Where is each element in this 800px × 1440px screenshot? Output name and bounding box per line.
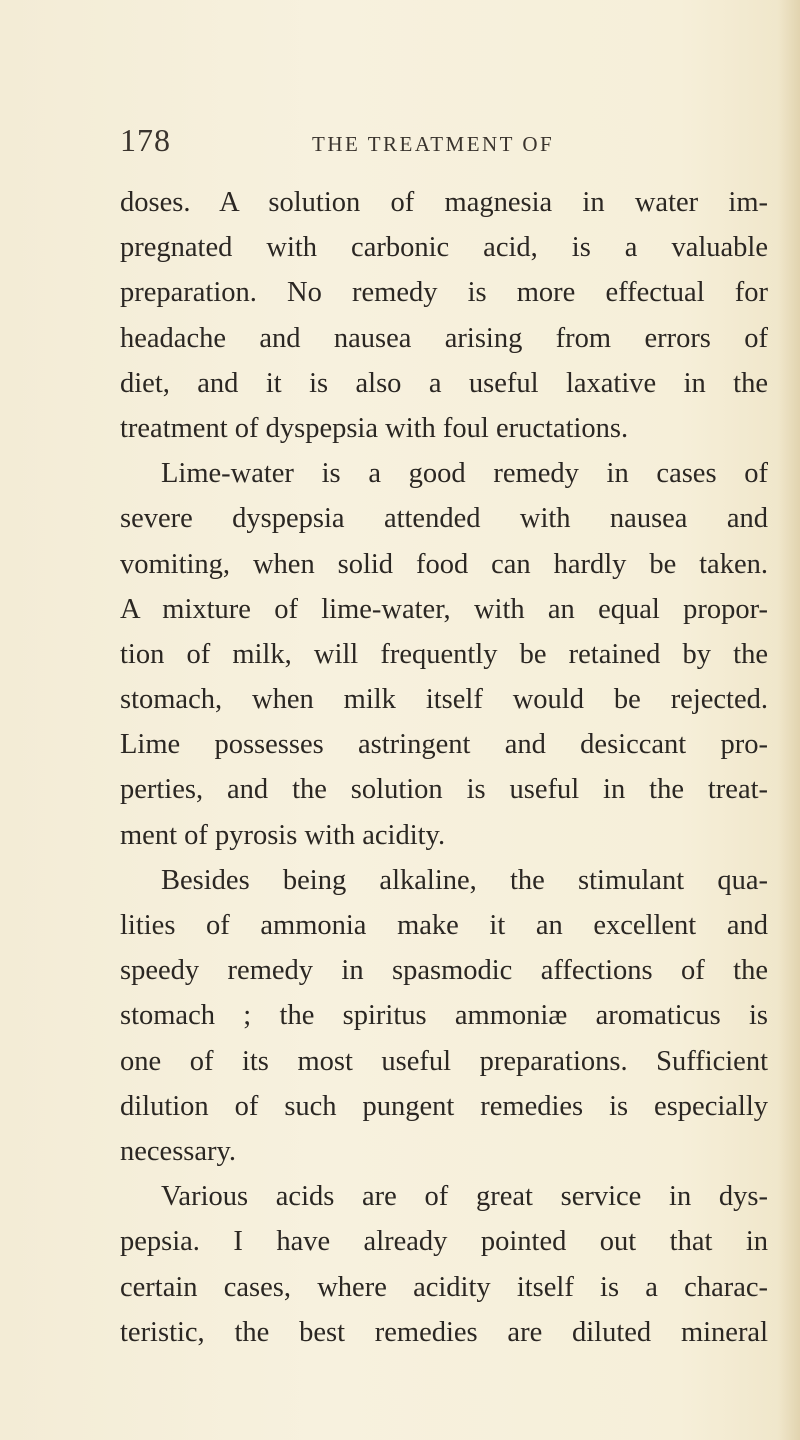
text-line: tion of milk, will frequently be retained by the xyxy=(120,638,768,670)
text-line: severe dyspepsia attended with nausea and xyxy=(120,503,768,535)
text-line: Lime possesses astringent and desiccant pro- xyxy=(120,729,768,761)
text-line: perties, and the solution is useful in the treat- xyxy=(120,774,768,806)
text-line: teristic, the best remedies are diluted mineral xyxy=(120,1316,768,1348)
text-line: ment of pyrosis with acidity. xyxy=(120,819,446,851)
text-line: preparation. No remedy is more effectual for xyxy=(120,277,768,309)
text-line: stomach ; the spiritus ammoniæ aromaticus is xyxy=(120,1000,768,1032)
page-edge-shadow xyxy=(778,0,800,1440)
page-header xyxy=(120,122,680,162)
text-line: treatment of dyspepsia with foul eructations. xyxy=(120,412,629,444)
text-line: one of its most useful preparations. Sufficient xyxy=(120,1045,768,1077)
text-line: A mixture of lime-water, with an equal propor- xyxy=(120,593,768,625)
text-line: pregnated with carbonic acid, is a valuable xyxy=(120,232,768,264)
text-line: dilution of such pungent remedies is especially xyxy=(120,1090,768,1122)
running-head: THE TREATMENT OF xyxy=(312,132,555,156)
text-line: stomach, when milk itself would be rejected. xyxy=(120,684,768,716)
body-text xyxy=(120,180,768,1355)
text-line: doses. A solution of magnesia in water im- xyxy=(120,187,768,218)
text-line: lities of ammonia make it an excellent and xyxy=(120,910,768,941)
text-line: speedy remedy in spasmodic affections of the xyxy=(120,955,768,987)
text-line: Besides being alkaline, the stimulant qua- xyxy=(161,864,768,896)
text-line: vomiting, when solid food can hardly be taken. xyxy=(120,548,768,580)
text-line: necessary. xyxy=(120,1135,237,1167)
text-line: certain cases, where acidity itself is a charac- xyxy=(120,1271,768,1303)
text-line: pepsia. I have already pointed out that in xyxy=(120,1226,768,1258)
text-line: Lime-water is a good remedy in cases of xyxy=(161,458,768,490)
text-line: diet, and it is also a useful laxative in the xyxy=(120,367,768,399)
text-line: Various acids are of great service in dys- xyxy=(161,1181,768,1213)
page-number: 178 xyxy=(120,122,171,158)
text-line: headache and nausea arising from errors of xyxy=(120,322,768,354)
